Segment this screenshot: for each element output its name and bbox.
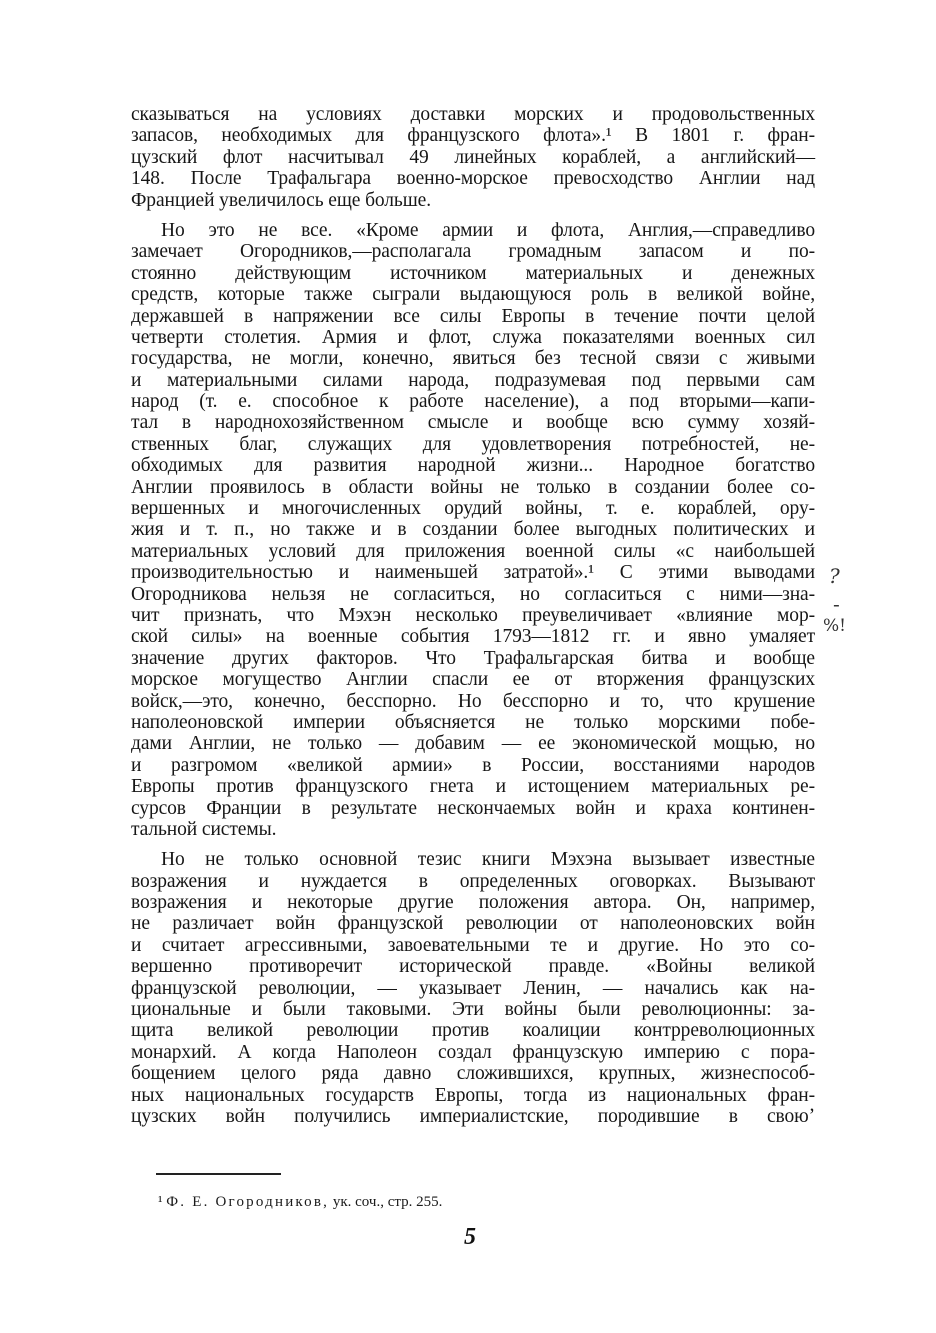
main-text [131, 104, 815, 1127]
footnote-marker: ¹ [158, 1194, 163, 1210]
text-line: Европы против французского гнета и истощением материальных ре- [131, 776, 815, 798]
text-line: французской революции, — указывает Ленин, — начались как на- [131, 977, 815, 999]
footnote-reference: ук. соч., стр. 255. [332, 1194, 443, 1210]
footnote-author: Ф. Е. Огородников, [166, 1194, 330, 1210]
text-line: тальной системы. [131, 818, 277, 840]
text-line: морское могущество Англии спасли ее от вторжения французских [131, 669, 815, 691]
text-line: вершенных и многочисленных орудий войны, т. е. кораблей, ору- [131, 498, 815, 520]
text-line: жия и т. п., но также и в создании более выгодных политических и [131, 519, 815, 541]
text-line: производительностью и наименьшей затратой».¹ С этими выводами [131, 562, 815, 584]
text-line: ской силы» на военные события 1793—1812 гг. и явно умаляет [131, 626, 815, 648]
text-line: народ (т. е. способное к работе население), а под вторыми—капи- [131, 391, 815, 413]
text-line: циональные и были таковыми. Эти войны были революционны: за- [131, 999, 815, 1021]
text-line: чит признать, что Мэхэн несколько преувеличивает «влияние мор- [131, 604, 815, 626]
text-line: не различает войн французской революции от наполеоновских войн [131, 913, 815, 935]
margin-question-mark: ? [829, 564, 840, 588]
text-line: замечает Огородников,—располагала громадным запасом и по- [131, 241, 815, 263]
text-line: Англии проявилось в области войны не только в создании более со- [131, 476, 815, 498]
text-line: возражения и некоторые другие положения автора. Он, например, [131, 892, 815, 914]
paragraph-1 [131, 104, 815, 211]
text-line: Францией увеличилось еще больше. [131, 189, 431, 211]
text-line: и разгромом «великой армии» в России, восстаниями народов [131, 754, 815, 776]
text-line: монархий. А когда Наполеон создал французскую империю с пора- [131, 1041, 815, 1063]
text-line: ных национальных государств Европы, тогда из национальных фран- [131, 1084, 815, 1106]
text-line: сказываться на условиях доставки морских и продовольственных [131, 104, 815, 125]
text-line: вершенно противоречит исторической правде. «Войны великой [131, 956, 815, 978]
margin-scribble: %! [823, 616, 846, 636]
text-line: ственных благ, служащих для удовлетворения потребностей, не- [131, 433, 815, 455]
page-number: 5 [464, 1224, 476, 1250]
paragraph-gap [131, 211, 815, 220]
text-line: Но не только основной тезис книги Мэхэна вызывает известные [161, 849, 815, 871]
paragraph-3 [131, 849, 815, 1127]
text-line: сурсов Франции в результате нескончаемых войн и краха континен- [131, 797, 815, 819]
text-line: дами Англии, не только — добавим — ее экономической мощью, но [131, 733, 815, 755]
margin-dash: - [833, 592, 840, 616]
text-line: наполеоновской империи объясняется не только морскими побе- [131, 711, 815, 733]
text-line: Огородникова нельзя не согласиться, но согласиться с ними—зна- [131, 583, 815, 605]
text-line: государства, не могли, конечно, явиться без тесной связи с живыми [131, 348, 815, 370]
text-line: цузских войн получились империалистские, породившие в своюʼ [131, 1105, 815, 1127]
text-line: цузский флот насчитывал 49 линейных кораблей, а английский— [131, 146, 815, 168]
text-line: войск,—это, конечно, бесспорно. Но бесспорно и то, что крушение [131, 690, 815, 712]
handwritten-margin-notes [823, 566, 863, 656]
text-line: Но это не все. «Кроме армии и флота, Англия,—справедливо [161, 219, 815, 241]
text-line: бощением целого ряда давно сложившихся, крупных, жизнеспособ- [131, 1063, 815, 1085]
text-line: четверти столетия. Армия и флот, служа показателями военных сил [131, 326, 815, 348]
text-line: и считает агрессивными, завоевательными те и другие. Но это со- [131, 934, 815, 956]
text-line: 148. После Трафальгара военно-морское превосходство Англии над [131, 168, 815, 190]
footnote-divider [156, 1173, 281, 1175]
paragraph-gap [131, 840, 815, 849]
text-line: тал в народнохозяйственном смысле и вообще всю сумму хозяй- [131, 412, 815, 434]
text-line: значение других факторов. Что Трафальгарская битва и вообще [131, 647, 815, 669]
text-line: возражения и нуждается в определенных оговорках. Вызывают [131, 870, 815, 892]
text-line: материальных условий для приложения военной силы «с наибольшей [131, 540, 815, 562]
footnote [158, 1193, 442, 1211]
text-line: стоянно действующим источником материальных и денежных [131, 262, 815, 284]
text-line: запасов, необходимых для французского флота».¹ В 1801 г. фран- [131, 125, 815, 147]
text-line: обходимых для развития народной жизни... Народное богатство [131, 455, 815, 477]
text-line: и материальными силами народа, подразумевая под первыми сам [131, 369, 815, 391]
text-line: щита великой революции против коалиции контрреволюционных [131, 1020, 815, 1042]
text-line: средств, которые также сыграли выдающуюся роль в великой войне, [131, 284, 815, 306]
paragraph-2 [131, 220, 815, 840]
text-line: державшей в напряжении все силы Европы в течение почти целой [131, 305, 815, 327]
